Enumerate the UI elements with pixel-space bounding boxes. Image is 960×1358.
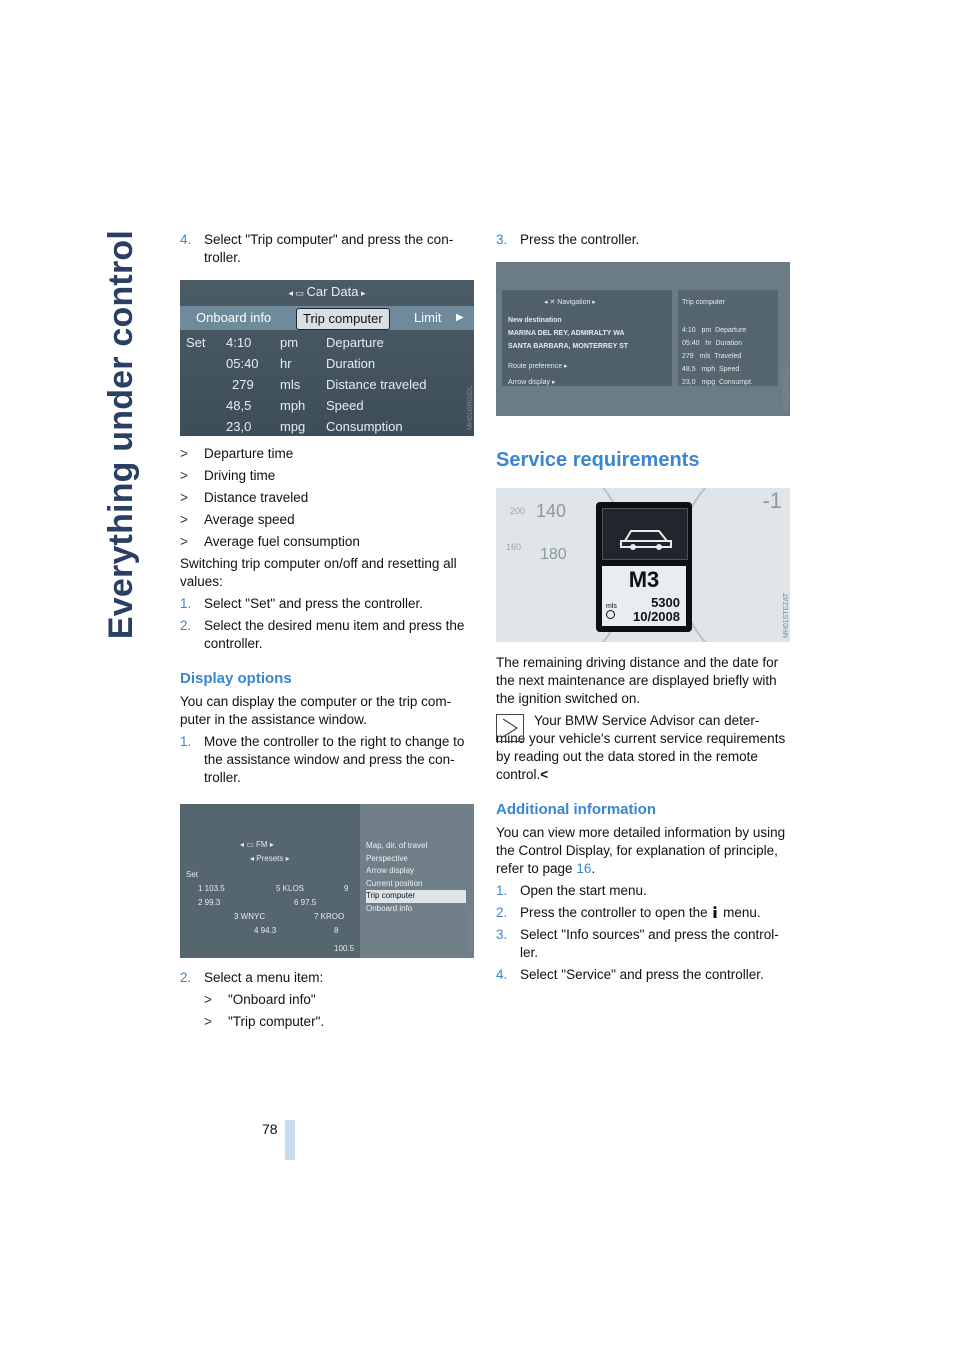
- image-code: MH01STEZAT: [783, 593, 790, 638]
- step-1: 1. Select "Set" and press the controller.: [180, 596, 423, 611]
- menu-item: Onboard info: [366, 903, 413, 913]
- nav-item: Route preference ▸: [508, 363, 568, 370]
- menu-item: Perspective: [366, 853, 408, 863]
- right-column-body: [496, 654, 788, 988]
- table-row: 279 mls Traveled: [682, 353, 742, 360]
- nav-header: ◂ ✕ Navigation ▸: [544, 299, 596, 306]
- assistance-menu: [366, 840, 466, 915]
- page-bar: [285, 1120, 295, 1160]
- car-icon: [603, 509, 687, 559]
- table-row: 279 mls Distance traveled: [232, 377, 427, 392]
- station-list: 1 103.5 5 KLOS 9 2 99.3 6 97.5 3 WNYC 7 KROO 4 94.3 8 100.5: [198, 884, 355, 953]
- page-link[interactable]: 16: [576, 861, 592, 876]
- service-requirements-heading: Service requirements: [496, 449, 700, 471]
- page-number: 78: [262, 1121, 278, 1137]
- side-title: Everything under control: [102, 230, 140, 640]
- nav-item: MARINA DEL REY, ADMIRALTY WA: [508, 330, 625, 337]
- table-row: 48,5 mph Speed: [226, 398, 364, 413]
- navigation-screenshot: [496, 262, 790, 416]
- set-label: Set: [186, 870, 199, 879]
- menu-item: Map, dir. of travel: [366, 841, 428, 850]
- note-block: Your BMW Service Advisor can deter-mine your vehicle's current service requirements by reading out the data stored in the remote control.<: [496, 713, 786, 782]
- additional-intro: You can view more detailed information by using the Control Display, for explanation of principle, refer to page 16.: [496, 825, 786, 876]
- tab-limit: Limit: [414, 310, 442, 325]
- left-column-top: [180, 231, 472, 271]
- table-row: 23,0 mpg Consumption: [226, 419, 403, 434]
- arrow-right-icon: ▶: [456, 312, 464, 323]
- menu-item: Trip computer: [366, 890, 466, 903]
- set-row: Set: [186, 335, 206, 350]
- nav-item: Arrow display ▸: [508, 379, 556, 386]
- table-row: 23,0 mpg Consumpt.: [682, 379, 753, 386]
- list-item: > Average speed: [180, 512, 295, 527]
- screen-tabs: [180, 306, 474, 330]
- left-column-body: [180, 445, 472, 791]
- step-3: 3. Press the controller.: [496, 232, 640, 247]
- trip-computer-screenshot: [180, 280, 474, 436]
- step-1: 1. Move the controller to the right to change to the assistance window and press the con-troller.: [180, 734, 465, 785]
- additional-information-heading: Additional information: [496, 801, 656, 818]
- step-4: 4. Select "Trip computer" and press the con-troller.: [180, 232, 454, 265]
- presets-label: ◂ Presets ▸: [250, 854, 290, 863]
- step-4: 4. Select "Service" and press the controller.: [496, 967, 764, 982]
- list-item: > Distance traveled: [180, 490, 309, 505]
- note-triangle-icon: [496, 714, 524, 742]
- clock-icon: [606, 610, 615, 619]
- step-2: 2. Press the controller to open the menu.: [496, 905, 761, 920]
- image-code: MH015ZH1EA: [467, 908, 474, 954]
- step-1: 1. Open the start menu.: [496, 883, 647, 898]
- trip-header: Trip computer: [682, 299, 725, 306]
- list-item: > "Trip computer".: [204, 1014, 325, 1029]
- right-column-top: [496, 231, 788, 253]
- table-row: 05:40 hr Duration: [682, 340, 742, 347]
- tab-onboard-info: Onboard info: [196, 310, 272, 325]
- table-row: 4:10 pm Departure: [226, 335, 384, 350]
- list-item: > Average fuel consumption: [180, 534, 360, 549]
- service-gauge-image: 200 140 160 180 M3 mls 5300 10/2008 -1 MH01STEZAT: [496, 488, 790, 642]
- menu-item: Arrow display: [366, 866, 415, 875]
- list-item: > Driving time: [180, 468, 276, 483]
- tab-trip-computer: Trip computer: [296, 308, 390, 330]
- list-item: > "Onboard info": [204, 992, 316, 1007]
- service-display: M3 mls 5300 10/2008: [596, 502, 692, 632]
- service-heading-block: [496, 448, 788, 472]
- menu-item: Current position: [366, 878, 423, 888]
- step-2: 2. Select the desired menu item and press the controller.: [180, 618, 465, 651]
- nav-item: New destination: [508, 317, 562, 324]
- switch-text: Switching trip computer on/off and resetting all values:: [180, 556, 457, 589]
- table-row: 4:10 pm Departure: [682, 327, 747, 334]
- nav-item: SANTA BARBARA, MONTERREY ST: [508, 343, 629, 350]
- table-row: 48,5 mph Speed: [682, 366, 740, 373]
- display-options-intro: You can display the computer or the trip com-puter in the assistance window.: [180, 694, 452, 727]
- list-item: > Departure time: [180, 446, 294, 461]
- assistance-window-screenshot: [180, 804, 474, 958]
- image-code: MH01BBRAZA: [783, 365, 790, 412]
- screen-header: ◂ ▭ Car Data ▸: [288, 284, 366, 299]
- step-3: 3. Select "Info sources" and press the control-ler.: [496, 927, 779, 960]
- left-column-bottom: [180, 969, 472, 1035]
- radio-header: ◂ ▭ FM ▸: [240, 840, 274, 849]
- step-2: 2. Select a menu item:: [180, 970, 324, 985]
- image-code: MH01BRGIDL: [467, 385, 474, 430]
- service-text: The remaining driving distance and the date for the next maintenance are displayed briefly with the ignition switched on.: [496, 655, 779, 706]
- display-options-heading: Display options: [180, 670, 292, 687]
- table-row: 05:40 hr Duration: [226, 356, 376, 371]
- model-label: M3: [628, 567, 660, 592]
